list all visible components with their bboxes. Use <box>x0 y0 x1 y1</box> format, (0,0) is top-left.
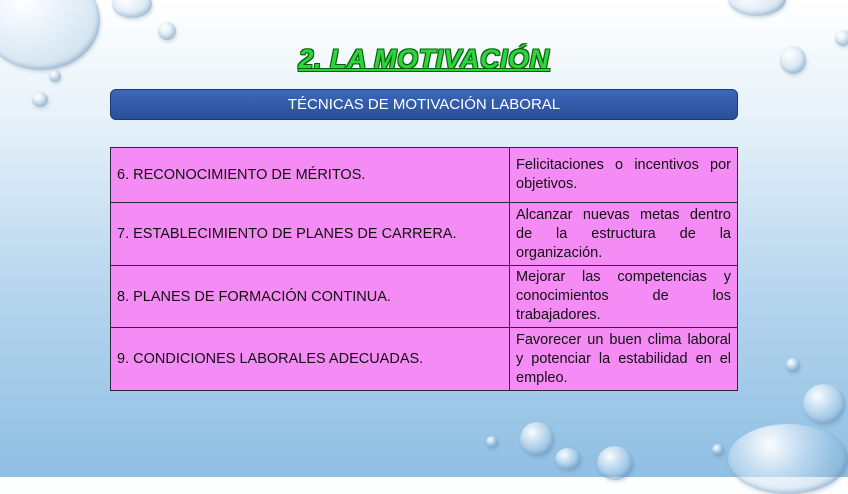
water-drop-decoration <box>486 436 498 448</box>
technique-cell: 6. RECONOCIMIENTO DE MÉRITOS. <box>111 148 510 203</box>
description-cell: Mejorar las competencias y conocimientos de los trabajadores. <box>510 266 738 328</box>
description-cell: Alcanzar nuevas metas dentro de la estructura de la organización. <box>510 203 738 266</box>
table-row <box>111 328 738 391</box>
techniques-table <box>110 147 738 391</box>
technique-cell: 9. CONDICIONES LABORALES ADECUADAS. <box>111 328 510 391</box>
water-drop-decoration <box>728 424 848 494</box>
technique-cell: 8. PLANES DE FORMACIÓN CONTINUA. <box>111 266 510 328</box>
table-row <box>111 148 738 203</box>
water-drop-decoration <box>112 0 152 18</box>
water-drop-decoration <box>32 92 48 107</box>
water-drop-decoration <box>786 358 800 372</box>
description-cell: Felicitaciones o incentivos por objetivos. <box>510 148 738 203</box>
water-drop-decoration <box>555 448 581 470</box>
water-drop-decoration <box>597 446 633 480</box>
section-banner: TÉCNICAS DE MOTIVACIÓN LABORAL <box>110 89 738 120</box>
water-drop-decoration <box>728 0 786 16</box>
water-drop-decoration <box>520 422 554 456</box>
water-drop-decoration <box>712 444 724 456</box>
water-drop-decoration <box>803 384 845 424</box>
technique-cell: 7. ESTABLECIMIENTO DE PLANES DE CARRERA. <box>111 203 510 266</box>
description-cell: Favorecer un buen clima laboral y potenciar la estabilidad en el empleo. <box>510 328 738 391</box>
slide-title: 2. LA MOTIVACIÓN <box>298 44 550 74</box>
table-row <box>111 203 738 266</box>
water-drop-decoration <box>158 22 176 40</box>
table-row <box>111 266 738 328</box>
